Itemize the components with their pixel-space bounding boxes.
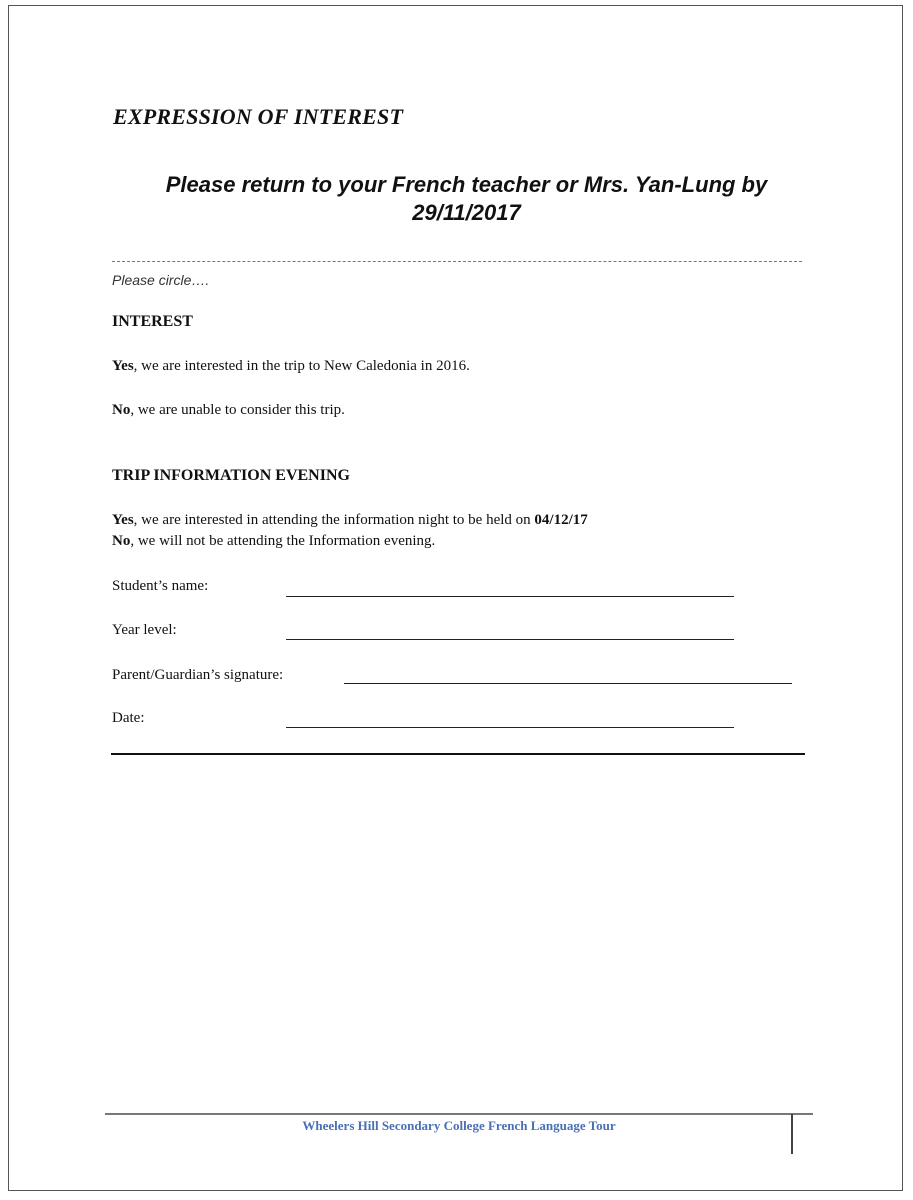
interest-no-label: No [112, 402, 131, 418]
signature-label: Parent/Guardian’s signature: [112, 667, 284, 683]
date-field[interactable] [286, 727, 734, 728]
document-page [8, 5, 903, 1191]
trip-info-yes-option[interactable] [112, 512, 588, 529]
document-title: EXPRESSION OF INTEREST [113, 104, 404, 129]
subtitle-line-1: Please return to your French teacher or Mrs. Yan-Lung by [165, 172, 768, 197]
instruction-text: Please circle…. [112, 272, 210, 288]
trip-info-yes-label: Yes [112, 512, 134, 528]
year-level-label: Year level: [112, 622, 177, 638]
trip-info-date: 04/12/17 [534, 512, 588, 528]
interest-no-option[interactable] [112, 402, 345, 419]
trip-info-no-option[interactable] [112, 533, 435, 550]
trip-info-no-label: No [112, 533, 131, 549]
interest-no-text: , we are unable to consider this trip. [130, 402, 345, 418]
section-divider [111, 753, 805, 755]
date-label: Date: [112, 710, 145, 726]
signature-field[interactable] [344, 683, 792, 684]
interest-yes-option[interactable] [112, 358, 470, 375]
interest-yes-label: Yes [112, 358, 134, 374]
student-name-label: Student’s name: [112, 578, 209, 594]
footer-divider [105, 1113, 813, 1115]
document-subtitle [109, 171, 824, 227]
trip-info-no-text: , we will not be attending the Information evening. [130, 533, 436, 549]
subtitle-return-date: 29/11/2017 [412, 200, 521, 225]
student-name-field[interactable] [286, 596, 734, 597]
footer-text: Wheelers Hill Secondary College French Language Tour [302, 1118, 616, 1133]
trip-info-heading: TRIP INFORMATION EVENING [112, 467, 350, 484]
interest-heading: INTEREST [112, 313, 193, 330]
year-level-field[interactable] [286, 639, 734, 640]
interest-yes-text: , we are interested in the trip to New Caledonia in 2016. [133, 358, 470, 374]
dashed-divider [112, 261, 802, 262]
trip-info-yes-text: , we are interested in attending the information night to be held on [133, 512, 535, 528]
